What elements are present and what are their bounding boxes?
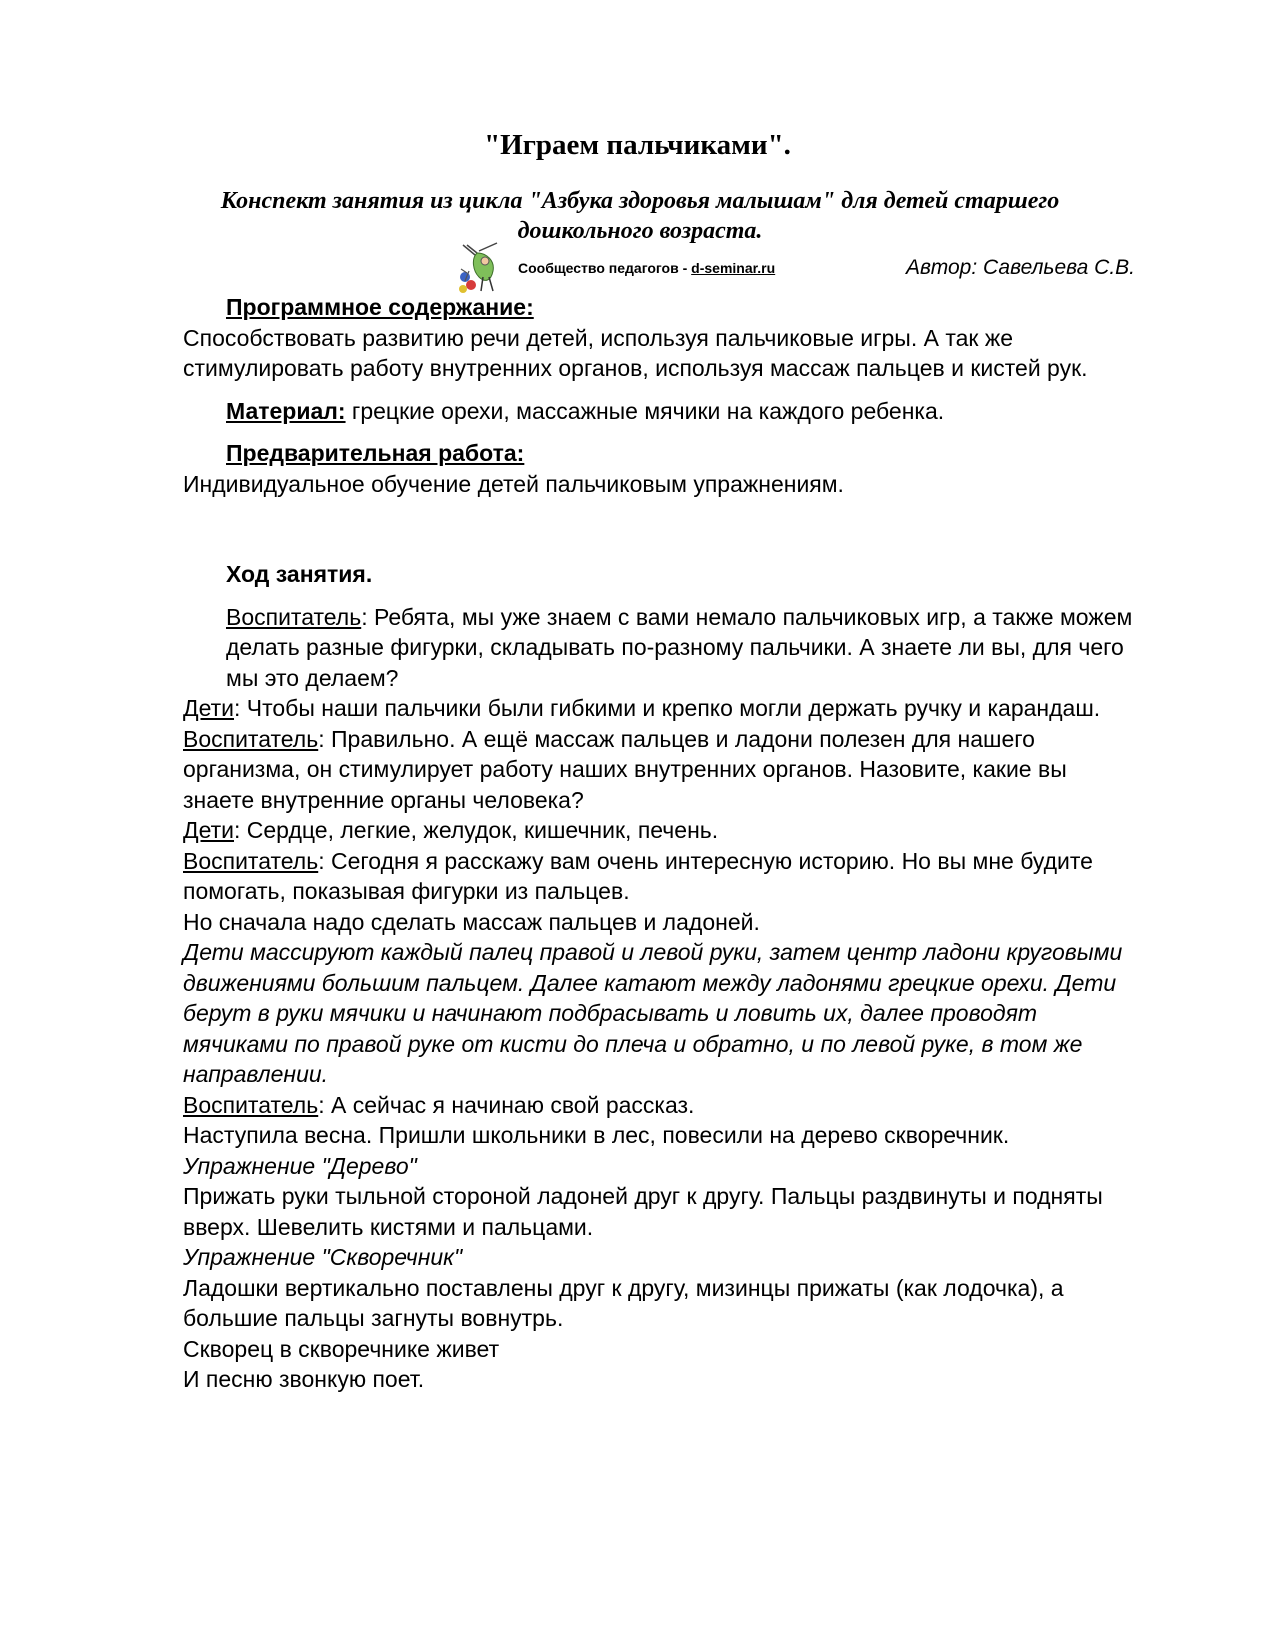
course-heading: Ход занятия. [226, 561, 373, 587]
dialogue-line: Дети: Сердце, легкие, желудок, кишечник, печень. [183, 817, 719, 843]
speaker-label: Воспитатель [226, 603, 362, 630]
material-text: грецкие орехи, массажные мячики на каждого ребенка. [345, 397, 945, 424]
logo-caption: Сообщество педагогов - [518, 260, 688, 276]
document-title: "Играем пальчиками". [484, 129, 791, 161]
dialogue-line: Воспитатель: Ребята, мы уже знаем с вами немало пальчиковых игр, а также можем делать разные фигурки, складывать по-разному пальчики. А знаете ли вы, для чего мы это делаем? [226, 603, 1133, 691]
massage-start-line: Но сначала надо сделать массаж пальцев и ладоней. [183, 908, 760, 935]
program-heading: Программное содержание: [226, 294, 534, 320]
speaker-label: Дети [183, 695, 234, 721]
document-body [183, 292, 1143, 1395]
story-intro-line: Воспитатель: А сейчас я начинаю свой рассказ. [183, 1091, 695, 1118]
story-line: Наступила весна. Пришли школьники в лес, повесили на дерево скворечник. [183, 1122, 1010, 1148]
dialogue-line: Воспитатель: Правильно. А ещё массаж пальцев и ладони полезен для нашего организма, он стимулирует работу наших внутренних органов. Назовите, какие вы знаете внутренние органы человека? [183, 725, 1067, 813]
exercise-text: Прижать руки тыльной стороной ладоней друг к другу. Пальцы раздвинуты и подняты вверх. Шевелить кистями и пальцами. [183, 1183, 1103, 1240]
program-text: Способствовать развитию речи детей, используя пальчиковые игры. А так же стимулировать работу внутренних органов, используя массаж пальцев и кистей рук. [183, 324, 1088, 381]
exercise-text: Ладошки вертикально поставлены друг к другу, мизинцы прижаты (как лодочка), а большие пальцы загнуты вовнутрь. [183, 1274, 1064, 1331]
prework-heading: Предварительная работа: [226, 440, 525, 466]
prework-text: Индивидуальное обучение детей пальчиковым упражнениям. [183, 470, 844, 497]
speaker-label: Дети [183, 817, 234, 843]
speaker-label: Воспитатель [183, 1091, 319, 1118]
poem-line: Скворец в скворечнике живет [183, 1335, 500, 1362]
exercise-title: Упражнение "Скворечник" [183, 1244, 463, 1270]
massage-description: Дети массируют каждый палец правой и левой руки, затем центр ладони круговыми движениями большим пальцем. Далее катают между ладонями грецкие орехи. Дети берут в руки мячики и начинают подбрасывать и ловить их, далее проводят мячиками по правой руке от кисти до плеча и обратно, и по левой руке, в том же направлении. [183, 939, 1123, 1087]
dialogue-line: Дети: Чтобы наши пальчики были гибкими и крепко могли держать ручку и карандаш. [183, 695, 1101, 721]
material-line [183, 396, 1143, 427]
exercise-title: Упражнение "Дерево" [183, 1152, 417, 1179]
speaker-label: Воспитатель [183, 847, 319, 874]
document-subtitle: Конспект занятия из цикла "Азбука здоровья малышам" для детей старшего дошкольного возраста. [220, 188, 1060, 244]
logo-site-link[interactable]: d-seminar.ru [691, 260, 776, 276]
poem-line: И песню звонкую поет. [183, 1366, 425, 1392]
material-heading: Материал: [226, 397, 346, 424]
speaker-label: Воспитатель [183, 725, 319, 752]
dialogue-line: Воспитатель: Сегодня я расскажу вам очень интересную историю. Но вы мне будите помогать, показывая фигурки из пальцев. [183, 847, 1093, 904]
author-line: Автор: Савельева С.В. [906, 256, 1136, 279]
